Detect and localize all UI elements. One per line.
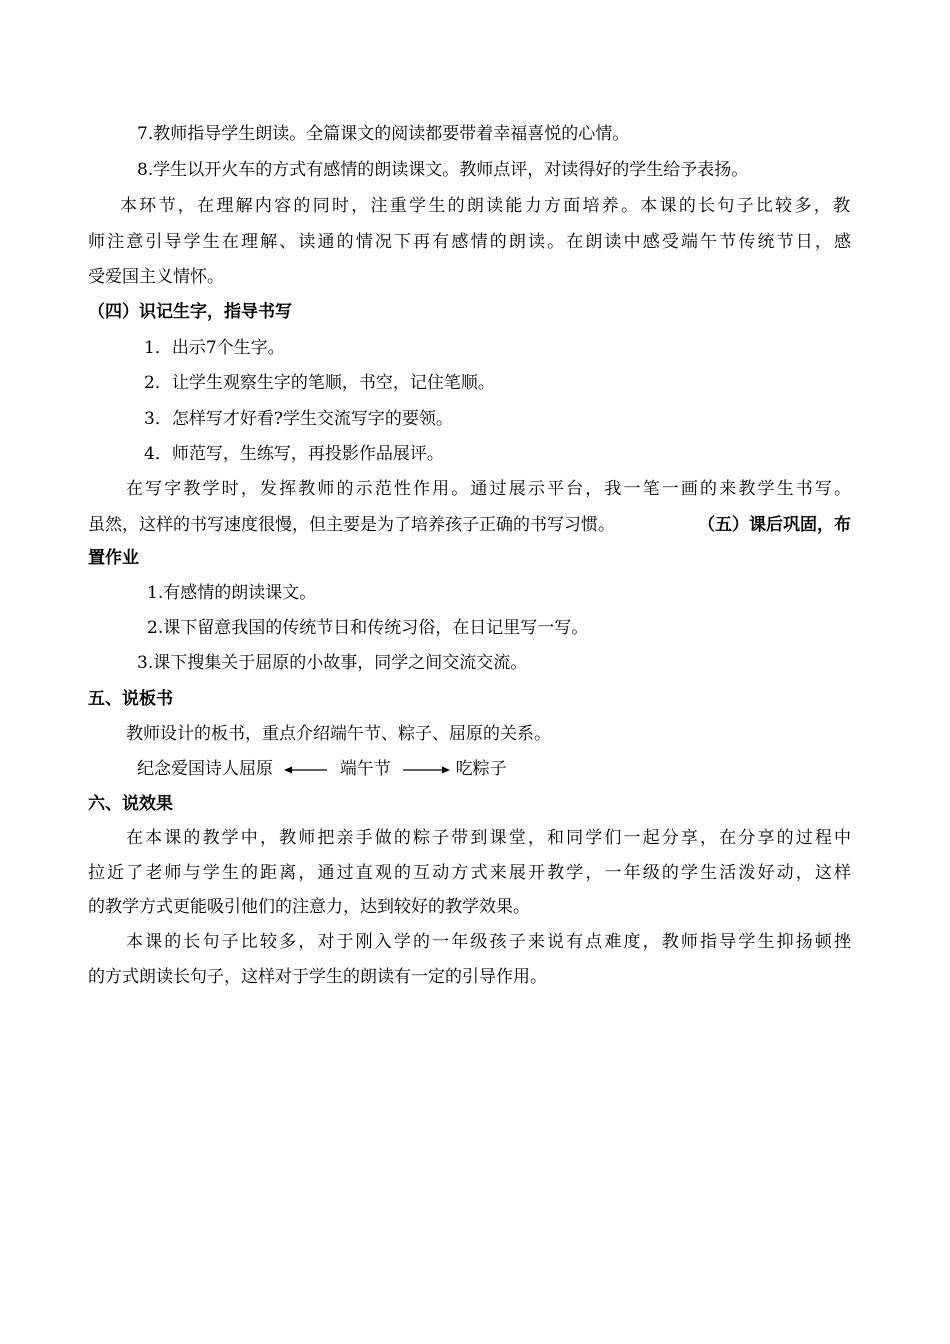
- summary-line: 师注意引导学生在理解、读通的情况下再有感情的朗读。在朗读中感受端午节传统节日，感: [88, 232, 851, 252]
- section-heading-cont: 置作业: [88, 548, 139, 568]
- board-diagram: [137, 758, 507, 780]
- effect-paragraph-line: 在本课的教学中，教师把亲手做的粽子带到课堂，和同学们一起分享，在分享的过程中: [126, 828, 851, 848]
- section-heading: （五）课后巩固，布: [698, 515, 851, 535]
- list-item: 2.课下留意我国的传统节日和传统习俗，在日记里写一写。: [147, 618, 589, 638]
- board-right-text: 吃粽子: [455, 759, 507, 779]
- step-7: 7.教师指导学生朗读。全篇课文的阅读都要带着幸福喜悦的心情。: [137, 124, 630, 144]
- effect-paragraph-line: 本课的长句子比较多，对于刚入学的一年级孩子来说有点难度，教师指导学生抑扬顿挫: [126, 932, 851, 952]
- right-arrow-icon: [402, 765, 450, 775]
- paragraph-text: 虽然，这样的书写速度很慢，但主要是为了培养孩子正确的书写习惯。: [88, 515, 615, 535]
- board-intro: 教师设计的板书，重点介绍端午节、粽子、屈原的关系。: [126, 724, 551, 744]
- section-heading: （四）识记生字，指导书写: [88, 302, 292, 322]
- effect-paragraph-line: 的方式朗读长句子，这样对于学生的朗读有一定的引导作用。: [88, 967, 547, 987]
- effect-paragraph-line: 的教学方式更能吸引他们的注意力，达到较好的教学效果。: [88, 897, 530, 917]
- list-item: 3．怎样写才好看?学生交流写字的要领。: [144, 409, 453, 429]
- effect-paragraph-line: 拉近了老师与学生的距离，通过直观的互动方式来展开教学，一年级的学生活泼好动，这样: [88, 863, 851, 883]
- step-8: 8.学生以开火车的方式有感情的朗读课文。教师点评，对读得好的学生给予表扬。: [137, 160, 749, 180]
- board-center-text: 端午节: [339, 759, 391, 779]
- summary-line: 受爱国主义情怀。: [88, 267, 224, 287]
- writing-paragraph-line2: [88, 514, 851, 536]
- section-heading: 六、说效果: [88, 794, 173, 814]
- list-item: 3.课下搜集关于屈原的小故事，同学之间交流交流。: [137, 653, 528, 673]
- list-item: 1.有感情的朗读课文。: [147, 583, 317, 603]
- list-item: 1．出示7个生字。: [144, 338, 285, 358]
- board-left-text: 纪念爱国诗人屈原: [137, 759, 273, 779]
- writing-paragraph: 在写字教学时，发挥教师的示范性作用。通过展示平台，我一笔一画的来教学生书写。: [126, 479, 851, 499]
- section-heading: 五、说板书: [88, 689, 173, 709]
- left-arrow-icon: [284, 765, 328, 775]
- summary-line: 本环节，在理解内容的同时，注重学生的朗读能力方面培养。本课的长句子比较多，教: [120, 196, 850, 216]
- list-item: 2．让学生观察生字的笔顺，书空，记住笔顺。: [144, 373, 495, 393]
- list-item: 4．师范写，生练写，再投影作品展评。: [144, 444, 444, 464]
